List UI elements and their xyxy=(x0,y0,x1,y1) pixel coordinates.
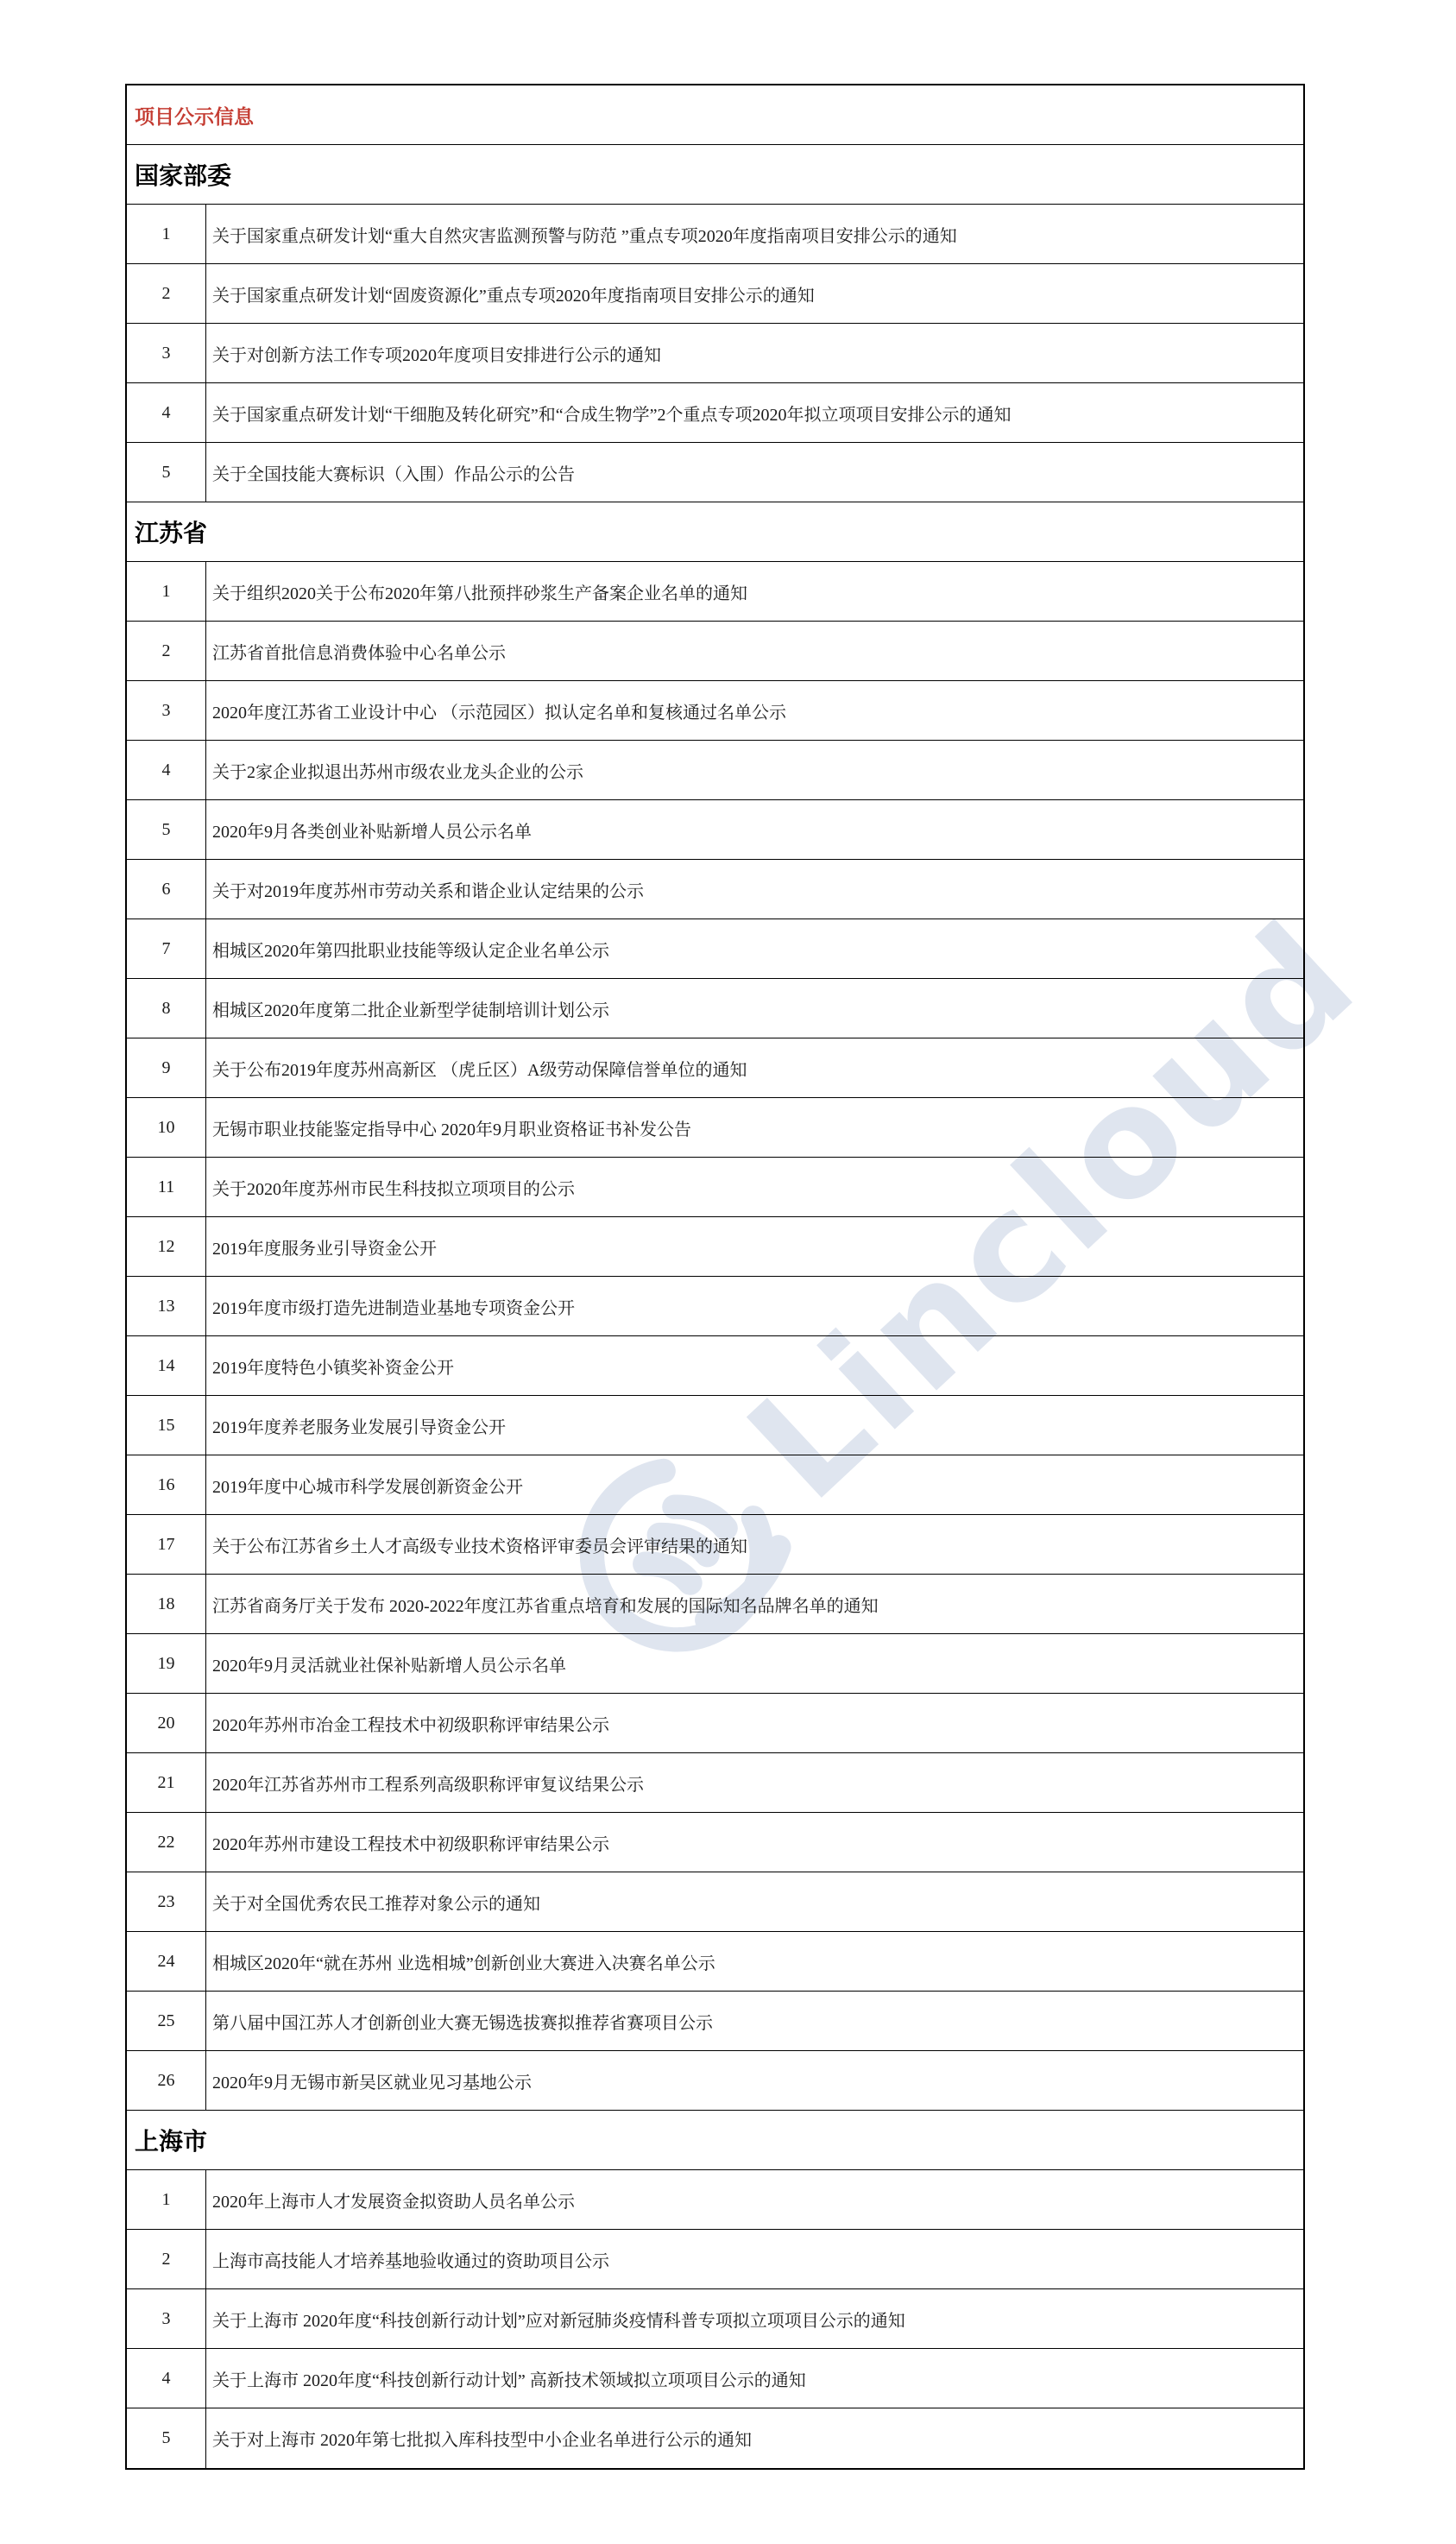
row-number: 9 xyxy=(127,1038,206,1097)
announcement-title: 上海市高技能人才培养基地验收通过的资助项目公示 xyxy=(212,2251,609,2271)
table-row xyxy=(127,681,1303,741)
row-number: 1 xyxy=(127,205,206,263)
announcement-title: 关于对全国优秀农民工推荐对象公示的通知 xyxy=(212,1894,540,1914)
announcement-title: 关于上海市 2020年度“科技创新行动计划” 高新技术领域拟立项项目公示的通知 xyxy=(212,2370,806,2390)
section-name: 江苏省 xyxy=(135,520,208,546)
table-row xyxy=(127,1813,1303,1872)
announcement-title: 2020年9月无锡市新吴区就业见习基地公示 xyxy=(212,2073,532,2093)
row-number: 13 xyxy=(127,1277,206,1335)
section-name: 上海市 xyxy=(135,2128,208,2155)
section-header-row xyxy=(127,502,1303,562)
row-number: 21 xyxy=(127,1753,206,1812)
announcement-title: 2019年度特色小镇奖补资金公开 xyxy=(212,1358,454,1378)
announcement-title: 关于公布江苏省乡土人才高级专业技术资格评审委员会评审结果的通知 xyxy=(212,1537,747,1556)
table-row xyxy=(127,562,1303,622)
row-number: 4 xyxy=(127,741,206,799)
table-row xyxy=(127,264,1303,324)
row-number: 5 xyxy=(127,443,206,502)
table-row xyxy=(127,1277,1303,1336)
announcement-title: 关于对创新方法工作专项2020年度项目安排进行公示的通知 xyxy=(212,345,661,365)
announcement-title: 江苏省首批信息消费体验中心名单公示 xyxy=(212,643,506,663)
row-number: 4 xyxy=(127,2349,206,2408)
table-row xyxy=(127,1396,1303,1455)
announcement-title: 2020年江苏省苏州市工程系列高级职称评审复议结果公示 xyxy=(212,1775,644,1795)
watermark-text: Lincloud xyxy=(715,887,1390,1534)
announcement-title: 2019年度市级打造先进制造业基地专项资金公开 xyxy=(212,1298,575,1318)
row-number: 3 xyxy=(127,2289,206,2348)
row-number: 2 xyxy=(127,264,206,323)
table-row xyxy=(127,1515,1303,1575)
table-row xyxy=(127,1158,1303,1217)
table-row xyxy=(127,2170,1303,2230)
announcement-table xyxy=(125,84,1305,2470)
row-number: 4 xyxy=(127,383,206,442)
table-row xyxy=(127,919,1303,979)
announcement-title: 第八届中国江苏人才创新创业大赛无锡选拔赛拟推荐省赛项目公示 xyxy=(212,2013,713,2033)
announcement-title: 关于全国技能大赛标识（入围）作品公示的公告 xyxy=(212,464,575,484)
announcement-title: 相城区2020年度第二批企业新型学徒制培训计划公示 xyxy=(212,1001,609,1020)
row-number: 7 xyxy=(127,919,206,978)
row-number: 8 xyxy=(127,979,206,1038)
row-number: 25 xyxy=(127,1992,206,2050)
row-number: 2 xyxy=(127,2230,206,2288)
row-number: 24 xyxy=(127,1932,206,1991)
announcement-title: 2020年度江苏省工业设计中心 （示范园区）拟认定名单和复核通过名单公示 xyxy=(212,703,786,723)
table-row xyxy=(127,1992,1303,2051)
row-number: 14 xyxy=(127,1336,206,1395)
table-row xyxy=(127,2230,1303,2289)
row-number: 23 xyxy=(127,1872,206,1931)
row-number: 15 xyxy=(127,1396,206,1455)
table-row xyxy=(127,1634,1303,1694)
table-row xyxy=(127,2051,1303,2111)
announcement-title: 相城区2020年“就在苏州 业选相城”创新创业大赛进入决赛名单公示 xyxy=(212,1954,715,1973)
table-row xyxy=(127,1336,1303,1396)
section-name: 国家部委 xyxy=(135,162,232,189)
announcement-title: 关于国家重点研发计划“固废资源化”重点专项2020年度指南项目安排公示的通知 xyxy=(212,286,815,306)
table-row xyxy=(127,1038,1303,1098)
table-title-row xyxy=(127,85,1303,145)
table-row xyxy=(127,383,1303,443)
table-row xyxy=(127,800,1303,860)
announcement-title: 关于国家重点研发计划“干细胞及转化研究”和“合成生物学”2个重点专项2020年拟立项项目安排公示的通知 xyxy=(212,405,1012,425)
row-number: 5 xyxy=(127,2408,206,2468)
table-row xyxy=(127,443,1303,502)
announcement-title: 2020年上海市人才发展资金拟资助人员名单公示 xyxy=(212,2192,575,2212)
row-number: 16 xyxy=(127,1455,206,1514)
page-title: 项目公示信息 xyxy=(135,104,254,128)
row-number: 19 xyxy=(127,1634,206,1693)
table-row xyxy=(127,1575,1303,1634)
table-row xyxy=(127,1694,1303,1753)
table-row xyxy=(127,324,1303,383)
announcement-title: 2020年苏州市建设工程技术中初级职称评审结果公示 xyxy=(212,1834,609,1854)
row-number: 17 xyxy=(127,1515,206,1574)
announcement-title: 江苏省商务厅关于发布 2020-2022年度江苏省重点培育和发展的国际知名品牌名单的通知 xyxy=(212,1596,879,1616)
announcement-title: 关于对上海市 2020年第七批拟入库科技型中小企业名单进行公示的通知 xyxy=(212,2431,752,2450)
row-number: 12 xyxy=(127,1217,206,1276)
announcement-title: 2020年苏州市冶金工程技术中初级职称评审结果公示 xyxy=(212,1715,609,1735)
announcement-title: 关于对2019年度苏州市劳动关系和谐企业认定结果的公示 xyxy=(212,881,644,901)
row-number: 26 xyxy=(127,2051,206,2110)
announcement-title: 关于2020年度苏州市民生科技拟立项项目的公示 xyxy=(212,1179,575,1199)
announcement-title: 关于2家企业拟退出苏州市级农业龙头企业的公示 xyxy=(212,762,583,782)
table-row xyxy=(127,2408,1303,2468)
table-row xyxy=(127,860,1303,919)
table-row xyxy=(127,622,1303,681)
row-number: 3 xyxy=(127,324,206,382)
table-row xyxy=(127,741,1303,800)
table-row xyxy=(127,1098,1303,1158)
row-number: 20 xyxy=(127,1694,206,1752)
row-number: 2 xyxy=(127,622,206,680)
announcement-title: 2019年度养老服务业发展引导资金公开 xyxy=(212,1417,506,1437)
announcement-title: 2020年9月灵活就业社保补贴新增人员公示名单 xyxy=(212,1656,566,1676)
announcement-title: 2019年度服务业引导资金公开 xyxy=(212,1239,437,1259)
table-row xyxy=(127,1455,1303,1515)
row-number: 3 xyxy=(127,681,206,740)
row-number: 6 xyxy=(127,860,206,918)
announcement-title: 2020年9月各类创业补贴新增人员公示名单 xyxy=(212,822,532,842)
row-number: 22 xyxy=(127,1813,206,1872)
announcement-title: 关于上海市 2020年度“科技创新行动计划”应对新冠肺炎疫情科普专项拟立项项目公示的通知 xyxy=(212,2311,905,2331)
row-number: 1 xyxy=(127,562,206,621)
announcement-title: 关于公布2019年度苏州高新区 （虎丘区）A级劳动保障信誉单位的通知 xyxy=(212,1060,747,1080)
table-row xyxy=(127,1872,1303,1932)
table-row xyxy=(127,205,1303,264)
table-row xyxy=(127,1932,1303,1992)
section-header-row xyxy=(127,2111,1303,2170)
section-header-row xyxy=(127,145,1303,205)
table-row xyxy=(127,979,1303,1038)
table-row xyxy=(127,2349,1303,2408)
announcement-title: 关于国家重点研发计划“重大自然灾害监测预警与防范 ”重点专项2020年度指南项目安排公示的通知 xyxy=(212,226,957,246)
row-number: 10 xyxy=(127,1098,206,1157)
table-row xyxy=(127,1217,1303,1277)
announcement-title: 2019年度中心城市科学发展创新资金公开 xyxy=(212,1477,523,1497)
table-row xyxy=(127,1753,1303,1813)
row-number: 11 xyxy=(127,1158,206,1216)
row-number: 5 xyxy=(127,800,206,859)
announcement-title: 相城区2020年第四批职业技能等级认定企业名单公示 xyxy=(212,941,609,961)
row-number: 1 xyxy=(127,2170,206,2229)
table-row xyxy=(127,2289,1303,2349)
row-number: 18 xyxy=(127,1575,206,1633)
announcement-title: 关于组织2020关于公布2020年第八批预拌砂浆生产备案企业名单的通知 xyxy=(212,584,747,603)
announcement-title: 无锡市职业技能鉴定指导中心 2020年9月职业资格证书补发公告 xyxy=(212,1120,691,1139)
